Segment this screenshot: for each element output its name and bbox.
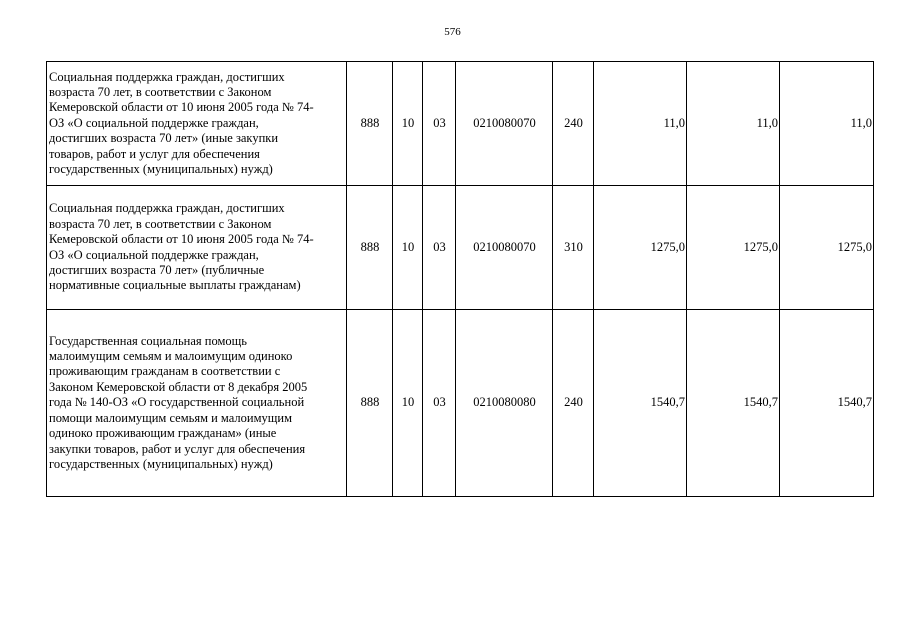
ministry-code: 888 <box>347 62 393 186</box>
section-code: 10 <box>393 310 423 497</box>
table-row <box>47 310 874 497</box>
table-row <box>47 62 874 186</box>
target-article-code: 0210080080 <box>456 310 553 497</box>
row-description: Социальная поддержка граждан, достигших возраста 70 лет, в соответствии с Законом Кемеровской области от 10 июня 2005 года № 74- ОЗ «О социальной поддержке граждан, достигших возраста 70 лет» (публичные нормативные социальные выплаты гражданам) <box>47 186 347 310</box>
section-code: 10 <box>393 186 423 310</box>
expense-type-code: 310 <box>553 186 594 310</box>
page-number: 576 <box>444 26 461 38</box>
ministry-code: 888 <box>347 186 393 310</box>
amount-3: 1275,0 <box>780 186 874 310</box>
ministry-code: 888 <box>347 310 393 497</box>
subsection-code: 03 <box>423 310 456 497</box>
amount-3: 11,0 <box>780 62 874 186</box>
table-row <box>47 186 874 310</box>
row-description: Социальная поддержка граждан, достигших возраста 70 лет, в соответствии с Законом Кемеровской области от 10 июня 2005 года № 74- ОЗ «О социальной поддержке граждан, достигших возраста 70 лет» (иные закупки товаров, работ и услуг для обеспечения государственных (муниципальных) нужд) <box>47 62 347 186</box>
amount-2: 1275,0 <box>687 186 780 310</box>
row-description: Государственная социальная помощь малоимущим семьям и малоимущим одиноко проживающим гражданам в соответствии с Законом Кемеровской области от 8 декабря 2005 года № 140-ОЗ «О государственной социальной помощи малоимущим семьям и малоимущим одиноко проживающим гражданам» (иные закупки товаров, работ и услуг для обеспечения государственных (муниципальных) нужд) <box>47 310 347 497</box>
subsection-code: 03 <box>423 62 456 186</box>
amount-1: 1275,0 <box>594 186 687 310</box>
amount-2: 11,0 <box>687 62 780 186</box>
expense-type-code: 240 <box>553 62 594 186</box>
amount-1: 1540,7 <box>594 310 687 497</box>
target-article-code: 0210080070 <box>456 62 553 186</box>
target-article-code: 0210080070 <box>456 186 553 310</box>
budget-table <box>46 61 874 497</box>
amount-2: 1540,7 <box>687 310 780 497</box>
expense-type-code: 240 <box>553 310 594 497</box>
amount-3: 1540,7 <box>780 310 874 497</box>
amount-1: 11,0 <box>594 62 687 186</box>
section-code: 10 <box>393 62 423 186</box>
subsection-code: 03 <box>423 186 456 310</box>
